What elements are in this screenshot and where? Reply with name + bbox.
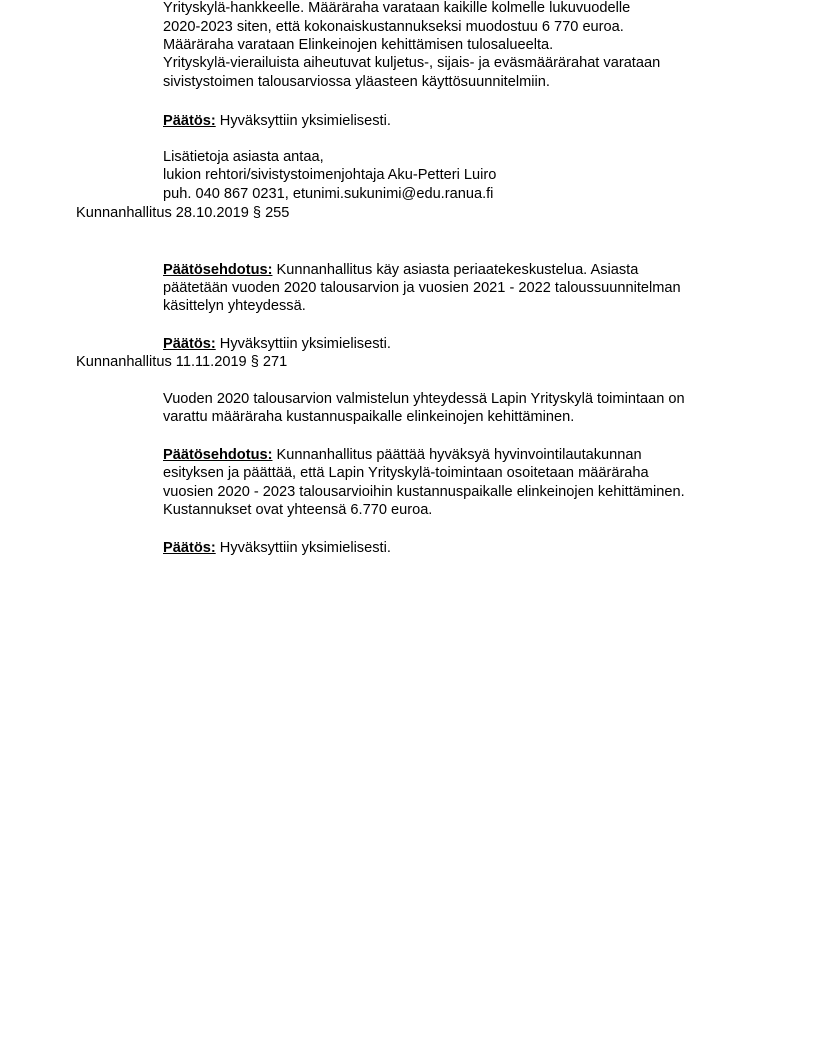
decision — [163, 112, 391, 130]
text-line: sivistystoimen talousarviossa yläasteen käyttösuunnitelmiin. — [163, 74, 550, 90]
decision-label: Päätös: — [163, 540, 216, 556]
text-line: Vuoden 2020 talousarvion valmistelun yhteydessä Lapin Yrityskylä toimintaan on — [163, 391, 685, 407]
text-line: käsittelyn yhteydessä. — [163, 298, 306, 314]
text-line: Yrityskylä-vierailuista aiheutuvat kuljetus-, sijais- ja eväsmäärärahat varataan — [163, 55, 661, 71]
text-line: Lisätietoja asiasta antaa, — [163, 149, 324, 165]
proposal — [163, 261, 638, 279]
proposal-label: Päätösehdotus: — [163, 447, 273, 463]
text-line: Määräraha varataan Elinkeinojen kehittämisen tulosalueelta. — [163, 37, 554, 53]
text-line: puh. 040 867 0231, etunimi.sukunimi@edu.ranua.fi — [163, 186, 494, 202]
text-line: päätetään vuoden 2020 talousarvion ja vuosien 2021 - 2022 taloussuunnitelman — [163, 280, 681, 296]
text-line: Kunnanhallitus käy asiasta periaatekeskustelua. Asiasta — [272, 262, 639, 278]
decision-label: Päätös: — [163, 113, 216, 129]
decision — [163, 335, 391, 353]
decision-text: Hyväksyttiin yksimielisesti. — [215, 336, 391, 352]
section-heading: Kunnanhallitus 11.11.2019 § 271 — [76, 354, 288, 370]
text-line: vuosien 2020 - 2023 talousarvioihin kustannuspaikalle elinkeinojen kehittäminen. — [163, 484, 685, 500]
text-line: 2020-2023 siten, että kokonaiskustannukseksi muodostuu 6 770 euroa. — [163, 19, 624, 35]
text-line: lukion rehtori/sivistystoimenjohtaja Aku-Petteri Luiro — [163, 167, 497, 183]
proposal — [163, 446, 642, 464]
text-line: Yrityskylä-hankkeelle. Määräraha varataan kaikille kolmelle lukuvuodelle — [163, 0, 631, 16]
text-line: Kustannukset ovat yhteensä 6.770 euroa. — [163, 502, 433, 518]
decision-text: Hyväksyttiin yksimielisesti. — [215, 113, 391, 129]
text-line: esityksen ja päättää, että Lapin Yrityskylä-toimintaan osoitetaan määräraha — [163, 465, 649, 481]
section-heading: Kunnanhallitus 28.10.2019 § 255 — [76, 205, 290, 221]
proposal-label: Päätösehdotus: — [163, 262, 273, 278]
decision — [163, 539, 391, 557]
decision-text: Hyväksyttiin yksimielisesti. — [215, 540, 391, 556]
decision-label: Päätös: — [163, 336, 216, 352]
text-line: Kunnanhallitus päättää hyväksyä hyvinvointilautakunnan — [272, 447, 642, 463]
text-line: varattu määräraha kustannuspaikalle elinkeinojen kehittäminen. — [163, 409, 575, 425]
